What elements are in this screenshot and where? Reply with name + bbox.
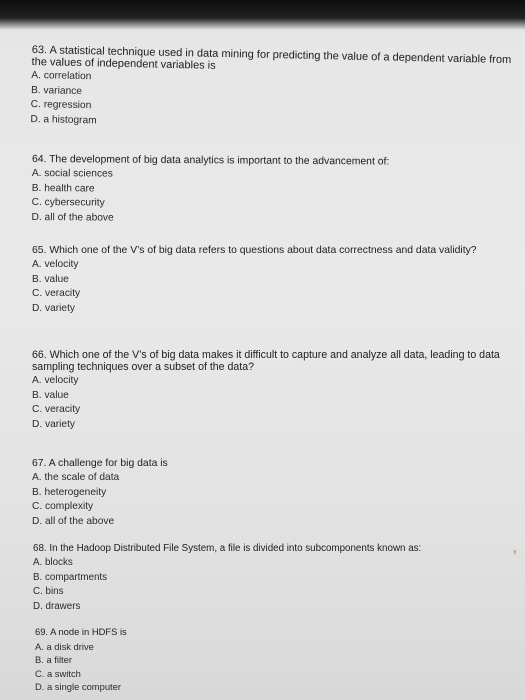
pencil-mark: ❜ xyxy=(513,548,517,562)
question-text: 64. The development of big data analytics is important to the advancement of: xyxy=(31,154,390,168)
question-68 xyxy=(33,543,503,614)
photo-dark-edge xyxy=(0,0,525,30)
option-c: C. a switch xyxy=(35,667,81,679)
question-text: 65. Which one of the V’s of big data refers to questions about data correctness and data validity? xyxy=(32,245,477,256)
option-b: B. health care xyxy=(31,182,95,194)
option-d: D. all of the above xyxy=(32,515,115,527)
option-d: D. variety xyxy=(32,302,76,314)
option-b: B. a filter xyxy=(35,654,72,665)
question-text: 66. Which one of the V’s of big data makes it difficult to capture and analyze all data, leading to data sampling techniques over a subset of the data? xyxy=(32,349,500,373)
option-a: A. a disk drive xyxy=(35,640,94,652)
question-63 xyxy=(30,44,512,137)
question-66 xyxy=(32,349,517,432)
question-69 xyxy=(35,625,495,694)
option-d: D. all of the above xyxy=(31,211,114,224)
option-c: C. regression xyxy=(30,98,92,112)
option-c: C. bins xyxy=(33,586,64,597)
option-c: C. veracity xyxy=(32,288,81,299)
question-text: 67. A challenge for big data is xyxy=(32,458,168,469)
question-64 xyxy=(32,154,502,228)
option-a: A. blocks xyxy=(33,557,73,568)
option-c: C. cybersecurity xyxy=(31,196,105,209)
option-d: D. a single computer xyxy=(35,681,121,692)
option-b: B. heterogeneity xyxy=(32,486,107,498)
option-a: A. velocity xyxy=(32,375,79,386)
option-b: B. variance xyxy=(30,84,83,97)
question-text: 68. In the Hadoop Distributed File System, a file is divided into subcomponents known as: xyxy=(33,543,422,554)
option-b: B. value xyxy=(32,389,69,401)
option-b: B. value xyxy=(32,273,69,285)
option-d: D. drawers xyxy=(33,600,81,612)
option-b: B. compartments xyxy=(33,571,108,583)
option-a: A. the scale of data xyxy=(32,472,120,483)
question-text: 69. A node in HDFS is xyxy=(35,626,127,637)
question-65 xyxy=(32,245,502,316)
option-c: C. veracity xyxy=(32,404,81,415)
question-67 xyxy=(32,458,502,529)
question-text: 63. A statistical technique used in data mining for predicting the value of a dependent variable from the values of independent variables is xyxy=(31,44,512,72)
option-c: C. complexity xyxy=(32,501,94,512)
option-a: A. social sciences xyxy=(31,167,113,180)
option-a: A. velocity xyxy=(32,259,79,270)
option-a: A. correlation xyxy=(31,69,92,83)
option-d: D. a histogram xyxy=(30,113,97,126)
option-d: D. variety xyxy=(32,418,76,430)
